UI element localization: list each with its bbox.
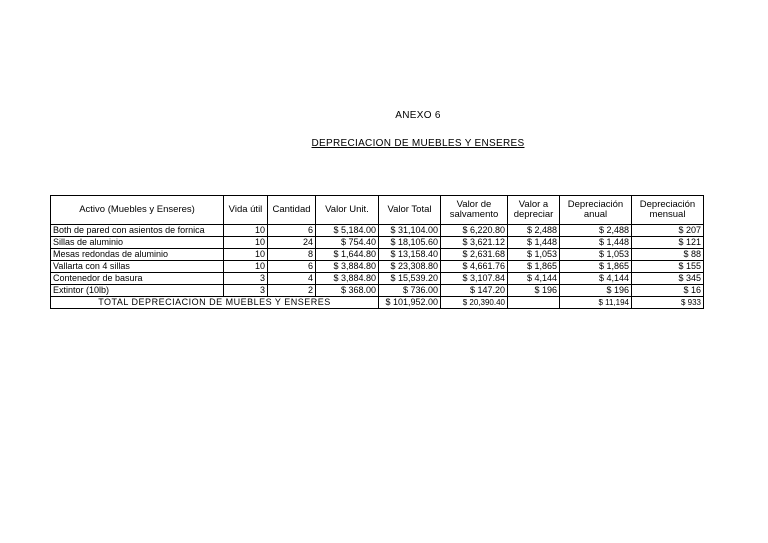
column-header: Valor a depreciar	[508, 196, 560, 225]
valor-depreciar-cell: $ 196	[508, 285, 560, 297]
depreciacion-anual-cell: $ 196	[560, 285, 632, 297]
column-header: Activo (Muebles y Enseres)	[51, 196, 224, 225]
depreciacion-anual-cell: $ 4,144	[560, 273, 632, 285]
valor-unit-cell: $ 5,184.00	[316, 225, 379, 237]
depreciacion-mensual-cell: $ 121	[632, 237, 704, 249]
total-label: TOTAL DEPRECIACION DE MUEBLES Y ENSERES	[51, 297, 379, 309]
table-row	[51, 261, 704, 273]
valor-unit-cell: $ 1,644.80	[316, 249, 379, 261]
valor-depreciar-cell: $ 4,144	[508, 273, 560, 285]
table-row	[51, 273, 704, 285]
table-row	[51, 225, 704, 237]
valor-total-cell: $ 23,308.80	[379, 261, 441, 273]
valor-total-cell: $ 736.00	[379, 285, 441, 297]
vida-util-cell: 10	[224, 261, 268, 273]
valor-total-cell: $ 18,105.60	[379, 237, 441, 249]
asset-name-cell: Vallarta con 4 sillas	[51, 261, 224, 273]
cantidad-cell: 6	[268, 225, 316, 237]
total-row	[51, 297, 704, 309]
depreciation-table	[50, 195, 704, 309]
total-mensual: $ 933	[632, 297, 704, 309]
valor-depreciar-cell: $ 1,448	[508, 237, 560, 249]
valor-total-cell: $ 31,104.00	[379, 225, 441, 237]
valor-unit-cell: $ 3,884.80	[316, 261, 379, 273]
total-valor-total: $ 101,952.00	[379, 297, 441, 309]
valor-salvamento-cell: $ 147.20	[441, 285, 508, 297]
depreciacion-mensual-cell: $ 207	[632, 225, 704, 237]
depreciacion-mensual-cell: $ 155	[632, 261, 704, 273]
asset-name-cell: Contenedor de basura	[51, 273, 224, 285]
vida-util-cell: 10	[224, 225, 268, 237]
column-header: Valor Unit.	[316, 196, 379, 225]
depreciacion-anual-cell: $ 2,488	[560, 225, 632, 237]
table-header-row	[51, 196, 704, 225]
cantidad-cell: 2	[268, 285, 316, 297]
asset-name-cell: Extintor (10lb)	[51, 285, 224, 297]
depreciacion-mensual-cell: $ 345	[632, 273, 704, 285]
vida-util-cell: 10	[224, 249, 268, 261]
column-header: Depreciación anual	[560, 196, 632, 225]
column-header: Depreciación mensual	[632, 196, 704, 225]
total-salvamento: $ 20,390.40	[441, 297, 508, 309]
valor-depreciar-cell: $ 1,865	[508, 261, 560, 273]
depreciacion-anual-cell: $ 1,865	[560, 261, 632, 273]
vida-util-cell: 10	[224, 237, 268, 249]
valor-salvamento-cell: $ 6,220.80	[441, 225, 508, 237]
valor-depreciar-cell: $ 2,488	[508, 225, 560, 237]
depreciacion-mensual-cell: $ 16	[632, 285, 704, 297]
depreciacion-mensual-cell: $ 88	[632, 249, 704, 261]
depreciacion-anual-cell: $ 1,053	[560, 249, 632, 261]
valor-unit-cell: $ 754.40	[316, 237, 379, 249]
column-header: Cantidad	[268, 196, 316, 225]
vida-util-cell: 3	[224, 273, 268, 285]
cantidad-cell: 6	[268, 261, 316, 273]
valor-unit-cell: $ 368.00	[316, 285, 379, 297]
column-header: Valor de salvamento	[441, 196, 508, 225]
cantidad-cell: 24	[268, 237, 316, 249]
asset-name-cell: Mesas redondas de aluminio	[51, 249, 224, 261]
column-header: Vida útil	[224, 196, 268, 225]
table-row	[51, 285, 704, 297]
valor-depreciar-cell: $ 1,053	[508, 249, 560, 261]
valor-salvamento-cell: $ 2,631.68	[441, 249, 508, 261]
total-depreciar	[508, 297, 560, 309]
valor-total-cell: $ 13,158.40	[379, 249, 441, 261]
table-row	[51, 249, 704, 261]
vida-util-cell: 3	[224, 285, 268, 297]
column-header: Valor Total	[379, 196, 441, 225]
valor-salvamento-cell: $ 3,107.84	[441, 273, 508, 285]
valor-unit-cell: $ 3,884.80	[316, 273, 379, 285]
total-anual: $ 11,194	[560, 297, 632, 309]
valor-salvamento-cell: $ 3,621.12	[441, 237, 508, 249]
cantidad-cell: 8	[268, 249, 316, 261]
valor-salvamento-cell: $ 4,661.76	[441, 261, 508, 273]
depreciacion-anual-cell: $ 1,448	[560, 237, 632, 249]
table-row	[51, 237, 704, 249]
asset-name-cell: Both de pared con asientos de fornica	[51, 225, 224, 237]
valor-total-cell: $ 15,539.20	[379, 273, 441, 285]
asset-name-cell: Sillas de aluminio	[51, 237, 224, 249]
page-subtitle: DEPRECIACION DE MUEBLES Y ENSERES	[311, 138, 525, 149]
annex-title: ANEXO 6	[395, 110, 441, 121]
cantidad-cell: 4	[268, 273, 316, 285]
